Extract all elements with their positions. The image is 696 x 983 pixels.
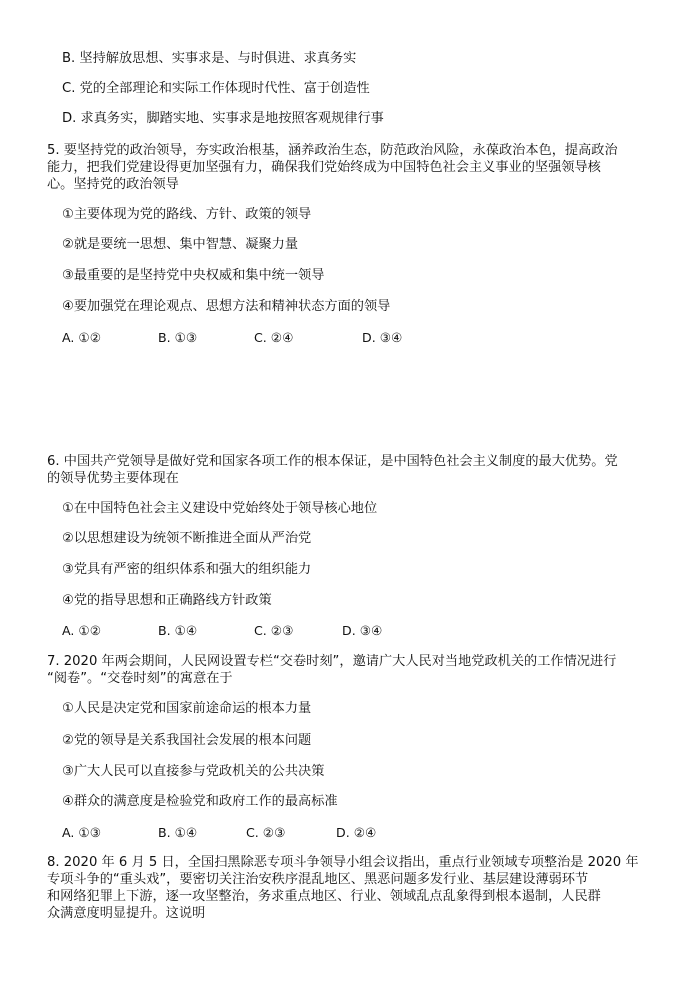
q5-stem-line-1: 5. 要坚持党的政治领导，夯实政治根基，涵养政治生态，防范政治风险，永葆政治本色，提高政治 [47,143,618,158]
q5-item-2: ②就是要统一思想、集中智慧、凝聚力量 [62,237,299,252]
q6-choice-d: D. ③④ [342,623,383,638]
q7-choice-c: C. ②③ [246,825,286,840]
q7-stem-line-1: 7. 2020 年两会期间，人民网设置专栏“交卷时刻”，邀请广大人民对当地党政机关的工作情况进行 [47,654,617,669]
q5-stem-line-2: 能力，把我们党建设得更加坚强有力，确保我们党始终成为中国特色社会主义事业的坚强领导核 [47,160,601,175]
q5-item-4: ④要加强党在理论观点、思想方法和精神状态方面的领导 [62,299,391,314]
q5-stem-line-3: 心。坚持党的政治领导 [47,177,179,192]
q8-stem-line-3: 和网络犯罪上下游，逐一攻坚整治，务求重点地区、行业、领域乱点乱象得到根本遏制，人民群 [47,889,601,904]
q6-stem-line-2: 的领导优势主要体现在 [47,471,179,486]
q5-item-1: ①主要体现为党的路线、方针、政策的领导 [62,207,312,222]
q5-choice-c: C. ②④ [254,330,294,345]
q6-item-1: ①在中国特色社会主义建设中党始终处于领导核心地位 [62,501,378,516]
q7-item-2: ②党的领导是关系我国社会发展的根本问题 [62,733,312,748]
q7-choice-b: B. ①④ [158,825,198,840]
q8-stem-line-1: 8. 2020 年 6 月 5 日，全国扫黑除恶专项斗争领导小组会议指出，重点行业领域专项整治是 2020 年 [47,855,639,870]
q6-stem-line-1: 6. 中国共产党领导是做好党和国家各项工作的根本保证，是中国特色社会主义制度的最大优势。党 [47,454,618,469]
q6-item-3: ③党具有严密的组织体系和强大的组织能力 [62,562,312,577]
q6-choice-b: B. ①④ [158,623,198,638]
q5-choice-b: B. ①③ [158,330,198,345]
q6-item-2: ②以思想建设为统领不断推进全面从严治党 [62,531,312,546]
q6-choice-a: A. ①② [62,623,101,638]
q4-option-b: B. 坚持解放思想、实事求是、与时俱进、求真务实 [62,51,357,66]
q4-option-c: C. 党的全部理论和实际工作体现时代性、富于创造性 [62,81,370,96]
q7-item-1: ①人民是决定党和国家前途命运的根本力量 [62,701,312,716]
q7-stem-line-2: “阅卷”。“交卷时刻”的寓意在于 [47,671,233,686]
q8-stem-line-4: 众满意度明显提升。这说明 [47,906,206,921]
q7-item-3: ③广大人民可以直接参与党政机关的公共决策 [62,764,325,779]
q8-stem-line-2: 专项斗争的“重头戏”，要密切关注治安秩序混乱地区、黑恶问题多发行业、基层建设薄弱环节 [47,872,589,887]
q4-option-d: D. 求真务实，脚踏实地、实事求是地按照客观规律行事 [62,111,384,126]
q5-choice-a: A. ①② [62,330,101,345]
q5-item-3: ③最重要的是坚持党中央权威和集中统一领导 [62,268,325,283]
q7-item-4: ④群众的满意度是检验党和政府工作的最高标准 [62,794,338,809]
q5-choice-d: D. ③④ [362,330,403,345]
q7-choice-a: A. ①③ [62,825,101,840]
q7-choice-d: D. ②④ [336,825,377,840]
q6-choice-c: C. ②③ [254,623,294,638]
q6-item-4: ④党的指导思想和正确路线方针政策 [62,593,272,608]
